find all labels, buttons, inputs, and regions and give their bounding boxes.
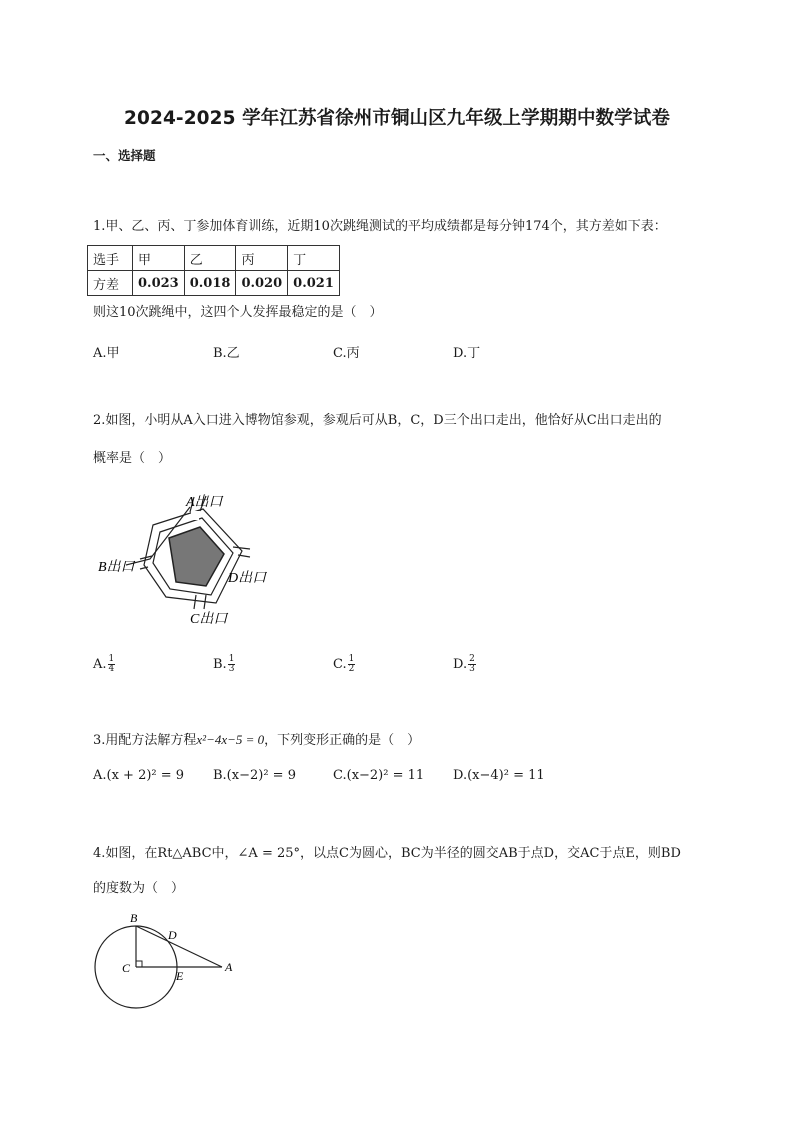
point-a-label: A	[225, 960, 233, 974]
exit-c-label: C出口	[190, 612, 228, 627]
exit-d-label: D出口	[228, 571, 267, 586]
q3-stem	[93, 731, 420, 750]
q4-stem-line1: 4.如图，在Rt△ABC中，∠A = 25°，以点C为圆心，BC为半径的圆交AB于点D，交AC于点E，则BD	[93, 846, 681, 861]
q3-option-b[interactable]: B.(x−2)² = 9	[213, 768, 296, 783]
q2-stem-line1: 2.如图，小明从A入口进入博物馆参观，参观后可从B，C，D三个出口走出，他恰好从C出口走出的	[93, 413, 662, 428]
table-cell: 0.020	[236, 271, 288, 296]
q3-option-c[interactable]: C.(x−2)² = 11	[333, 768, 425, 783]
table-row	[88, 271, 340, 296]
point-e-label: E	[176, 969, 184, 983]
museum-shape	[169, 527, 224, 586]
table-cell: 乙	[184, 246, 236, 271]
museum-exits-figure	[90, 485, 290, 630]
q3-equation: x²−4x−5 = 0	[196, 732, 265, 747]
table-cell: 丙	[236, 246, 288, 271]
section-heading: 一、选择题	[93, 148, 156, 163]
denominator: 3	[469, 664, 475, 674]
table-cell: 甲	[133, 246, 185, 271]
point-d-label: D	[168, 928, 177, 942]
q3-stem-post: ，下列变形正确的是（ ）	[264, 733, 421, 748]
q1-option-b[interactable]: B.乙	[213, 346, 240, 361]
numerator: 1	[228, 654, 235, 664]
q1-option-a[interactable]: A.甲	[93, 346, 120, 361]
table-cell: 选手	[88, 246, 133, 271]
q2-stem-line2: 概率是（ ）	[93, 451, 172, 466]
q2-option-d[interactable]	[453, 655, 476, 674]
q4-stem-line2: 的度数为（ ）	[93, 881, 185, 896]
table-cell: 0.023	[133, 271, 185, 296]
option-letter: B.	[213, 657, 227, 672]
point-b-label: B	[130, 911, 138, 925]
variance-table	[87, 245, 340, 296]
exit-b-label: B出口	[98, 560, 135, 575]
circle-triangle-figure	[88, 905, 248, 1020]
option-letter: A.	[93, 657, 107, 672]
table-cell: 0.018	[184, 271, 236, 296]
q1-stem: 1.甲、乙、丙、丁参加体育训练，近期10次跳绳测试的平均成绩都是每分钟174个，其方差如下表：	[93, 219, 667, 234]
numerator: 2	[469, 654, 475, 664]
q3-stem-pre: 3.用配方法解方程	[93, 733, 197, 748]
q3-option-a[interactable]: A.(x + 2)² = 9	[93, 768, 185, 783]
q2-option-a[interactable]	[93, 655, 115, 674]
table-cell: 方差	[88, 271, 133, 296]
denominator: 3	[228, 664, 235, 674]
table-cell: 0.021	[288, 271, 340, 296]
q2-option-c[interactable]	[333, 655, 355, 674]
q2-option-b[interactable]	[213, 655, 235, 674]
table-cell: 丁	[288, 246, 340, 271]
q1-prompt: 则这10次跳绳中，这四个人发挥最稳定的是（ ）	[93, 305, 383, 320]
denominator: 4	[108, 664, 115, 674]
exam-title: 2024-2025 学年江苏省徐州市铜山区九年级上学期期中数学试卷	[124, 108, 670, 129]
q1-option-c[interactable]: C.丙	[333, 346, 360, 361]
point-c-label: C	[122, 961, 131, 975]
q1-option-d[interactable]: D.丁	[453, 346, 481, 361]
fraction	[468, 655, 476, 674]
option-letter: D.	[453, 657, 468, 672]
fraction	[108, 655, 116, 674]
numerator: 1	[108, 654, 115, 664]
exit-a-label: A出口	[186, 495, 223, 510]
numerator: 1	[348, 654, 355, 664]
fraction	[348, 655, 356, 674]
table-row	[88, 246, 340, 271]
q3-option-d[interactable]: D.(x−4)² = 11	[453, 768, 545, 783]
option-letter: C.	[333, 657, 347, 672]
fraction	[228, 655, 236, 674]
denominator: 2	[348, 664, 355, 674]
